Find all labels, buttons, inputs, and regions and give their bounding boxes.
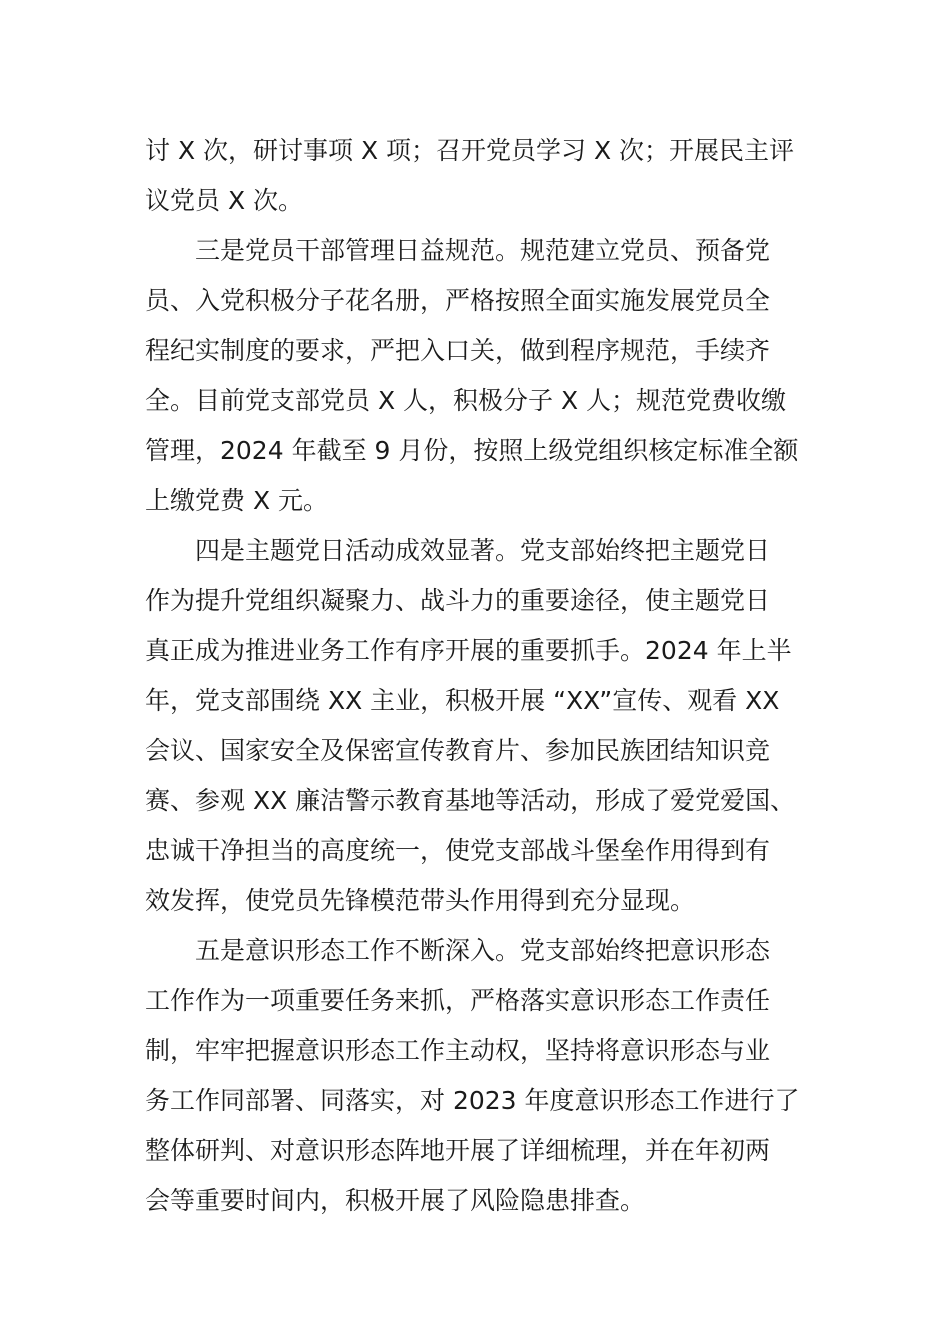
paragraph-3-line-4: 年，党支部围绕 XX 主业，积极开展 “XX”宣传、观看 XX [145,686,780,715]
paragraph-3-line-3: 真正成为推进业务工作有序开展的重要抓手。2024 年上半 [145,636,792,665]
paragraph-4-line-5: 整体研判、对意识形态阵地开展了详细梳理，并在年初两 [145,1136,771,1165]
paragraph-4-line-1: 五是意识形态工作不断深入。党支部始终把意识形态 [195,936,771,965]
document-body [145,126,810,1226]
paragraph-3-line-2: 作为提升党组织凝聚力、战斗力的重要途径，使主题党日 [145,586,771,615]
paragraph-4-line-4: 务工作同部署、同落实，对 2023 年度意识形态工作进行了 [145,1086,800,1115]
paragraph-2-line-3: 程纪实制度的要求，严把入口关，做到程序规范，手续齐 [145,336,771,365]
paragraph-2-line-5: 管理，2024 年截至 9 月份，按照上级党组织核定标准全额 [145,436,799,465]
paragraph-2-line-2: 员、入党积极分子花名册，严格按照全面实施发展党员全 [145,286,771,315]
paragraph-3-line-1: 四是主题党日活动成效显著。党支部始终把主题党日 [195,536,771,565]
paragraph-2-line-6: 上缴党费 X 元。 [145,486,329,515]
paragraph-3-line-5: 会议、国家安全及保密宣传教育片、参加民族团结知识竞 [145,736,771,765]
paragraph-3-line-7: 忠诚干净担当的高度统一，使党支部战斗堡垒作用得到有 [145,836,771,865]
paragraph-1-line-2: 议党员 X 次。 [145,186,304,215]
paragraph-1-line-1: 讨 X 次，研讨事项 X 项；召开党员学习 X 次；开展民主评 [145,136,795,165]
paragraph-3-line-8: 效发挥，使党员先锋模范带头作用得到充分显现。 [145,886,696,915]
paragraph-4-line-2: 工作作为一项重要任务来抓，严格落实意识形态工作责任 [145,986,771,1015]
paragraph-4-line-3: 制，牢牢把握意识形态工作主动权，坚持将意识形态与业 [145,1036,771,1065]
paragraph-2-line-4: 全。目前党支部党员 X 人，积极分子 X 人；规范党费收缴 [145,386,787,415]
paragraph-4-line-6: 会等重要时间内，积极开展了风险隐患排查。 [145,1186,646,1215]
paragraph-3-line-6: 赛、参观 XX 廉洁警示教育基地等活动，形成了爱党爱国、 [145,786,796,815]
paragraph-2-line-1: 三是党员干部管理日益规范。规范建立党员、预备党 [195,236,771,265]
